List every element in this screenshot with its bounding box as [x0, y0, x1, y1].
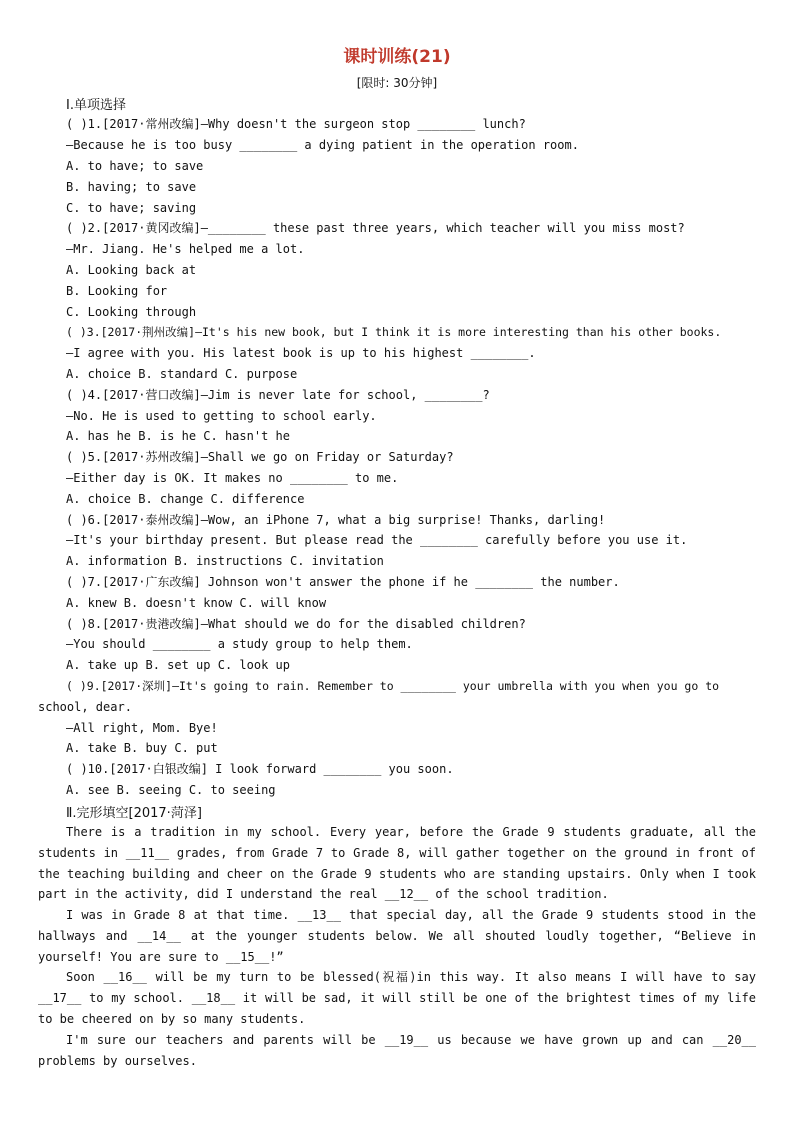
- question-10-options: A. see B. seeing C. to seeing: [66, 783, 276, 797]
- question-9-options: A. take B. buy C. put: [66, 741, 218, 755]
- question-4-reply: —No. He is used to getting to school early.: [66, 409, 377, 423]
- passage-paragraph-4: I'm sure our teachers and parents will be __19__ us because we have grown up and can __20__ problems by ourselves.: [38, 1033, 756, 1068]
- question-3-reply: —I agree with you. His latest book is up to his highest ________.: [66, 346, 536, 360]
- question-2-stem: ( )2.[2017·黄冈改编]—________ these past three years, which teacher will you miss most?: [66, 221, 685, 235]
- question-2-option-c: C. Looking through: [66, 305, 197, 319]
- question-8-stem: ( )8.[2017·贵港改编]—What should we do for the disabled children?: [66, 617, 526, 631]
- question-9-reply: —All right, Mom. Bye!: [66, 721, 218, 735]
- question-6-stem: ( )6.[2017·泰州改编]—Wow, an iPhone 7, what a big surprise! Thanks, darling!: [66, 513, 606, 527]
- passage-paragraph-3: Soon __16__ will be my turn to be blessed(祝福)in this way. It also means I will have to say __17__ to my school. __18__ it will be sad, it will still be one of the brightest times of my life to be cheered on by so many students.: [38, 970, 756, 1026]
- question-9-stem-continued: school, dear.: [38, 700, 132, 714]
- section-heading-single-choice: Ⅰ.单项选择: [66, 98, 126, 113]
- question-7-stem: ( )7.[2017·广东改编] Johnson won't answer the phone if he ________ the number.: [66, 575, 620, 589]
- question-4-options: A. has he B. is he C. hasn't he: [66, 429, 290, 443]
- question-3-options: A. choice B. standard C. purpose: [66, 367, 298, 381]
- time-limit: [限时: 30分钟]: [356, 76, 438, 90]
- question-1-option-b: B. having; to save: [66, 180, 197, 194]
- question-2-option-a: A. Looking back at: [66, 263, 197, 277]
- passage-paragraph-1: There is a tradition in my school. Every year, before the Grade 9 students graduate, all the students in __11__ grades, from Grade 7 to Grade 8, will gather together on the ground in front of the teaching building and cheer on the Grade 9 students who are standing upstairs. Only when I took part in the activity, did I understand the real __12__ of the school tradition.: [38, 825, 756, 902]
- question-2-option-b: B. Looking for: [66, 284, 168, 298]
- page-title: 课时训练(21): [343, 47, 451, 67]
- question-9-stem: ( )9.[2017·深圳]—It's going to rain. Remember to ________ your umbrella with you when you go to: [66, 679, 720, 693]
- passage-paragraph-2: I was in Grade 8 at that time. __13__ that special day, all the Grade 9 students stood in the hallways and __14__ at the younger students below. We all shouted loudly together, “Believe in yourself! You are sure to __15__!”: [38, 908, 756, 964]
- question-3-stem: ( )3.[2017·荆州改编]—It's his new book, but I think it is more interesting than his other books.: [66, 325, 722, 339]
- question-8-reply: —You should ________ a study group to help them.: [66, 637, 413, 651]
- question-1-option-c: C. to have; saving: [66, 201, 197, 215]
- question-8-options: A. take up B. set up C. look up: [66, 658, 290, 672]
- question-5-stem: ( )5.[2017·苏州改编]—Shall we go on Friday or Saturday?: [66, 450, 454, 464]
- section-heading-cloze: Ⅱ.完形填空[2017·菏泽]: [66, 806, 202, 821]
- question-5-reply: —Either day is OK. It makes no ________ to me.: [66, 471, 399, 485]
- question-6-reply: —It's your birthday present. But please read the ________ carefully before you use it.: [66, 533, 688, 547]
- question-5-options: A. choice B. change C. difference: [66, 492, 305, 506]
- question-1-stem: ( )1.[2017·常州改编]—Why doesn't the surgeon stop ________ lunch?: [66, 117, 526, 131]
- question-1-option-a: A. to have; to save: [66, 159, 204, 173]
- question-1-reply: —Because he is too busy ________ a dying patient in the operation room.: [66, 138, 579, 152]
- question-4-stem: ( )4.[2017·营口改编]—Jim is never late for school, ________?: [66, 388, 490, 402]
- question-10-stem: ( )10.[2017·白银改编] I look forward ________ you soon.: [66, 762, 454, 776]
- question-2-reply: —Mr. Jiang. He's helped me a lot.: [66, 242, 305, 256]
- question-7-options: A. knew B. doesn't know C. will know: [66, 596, 327, 610]
- question-6-options: A. information B. instructions C. invitation: [66, 554, 384, 568]
